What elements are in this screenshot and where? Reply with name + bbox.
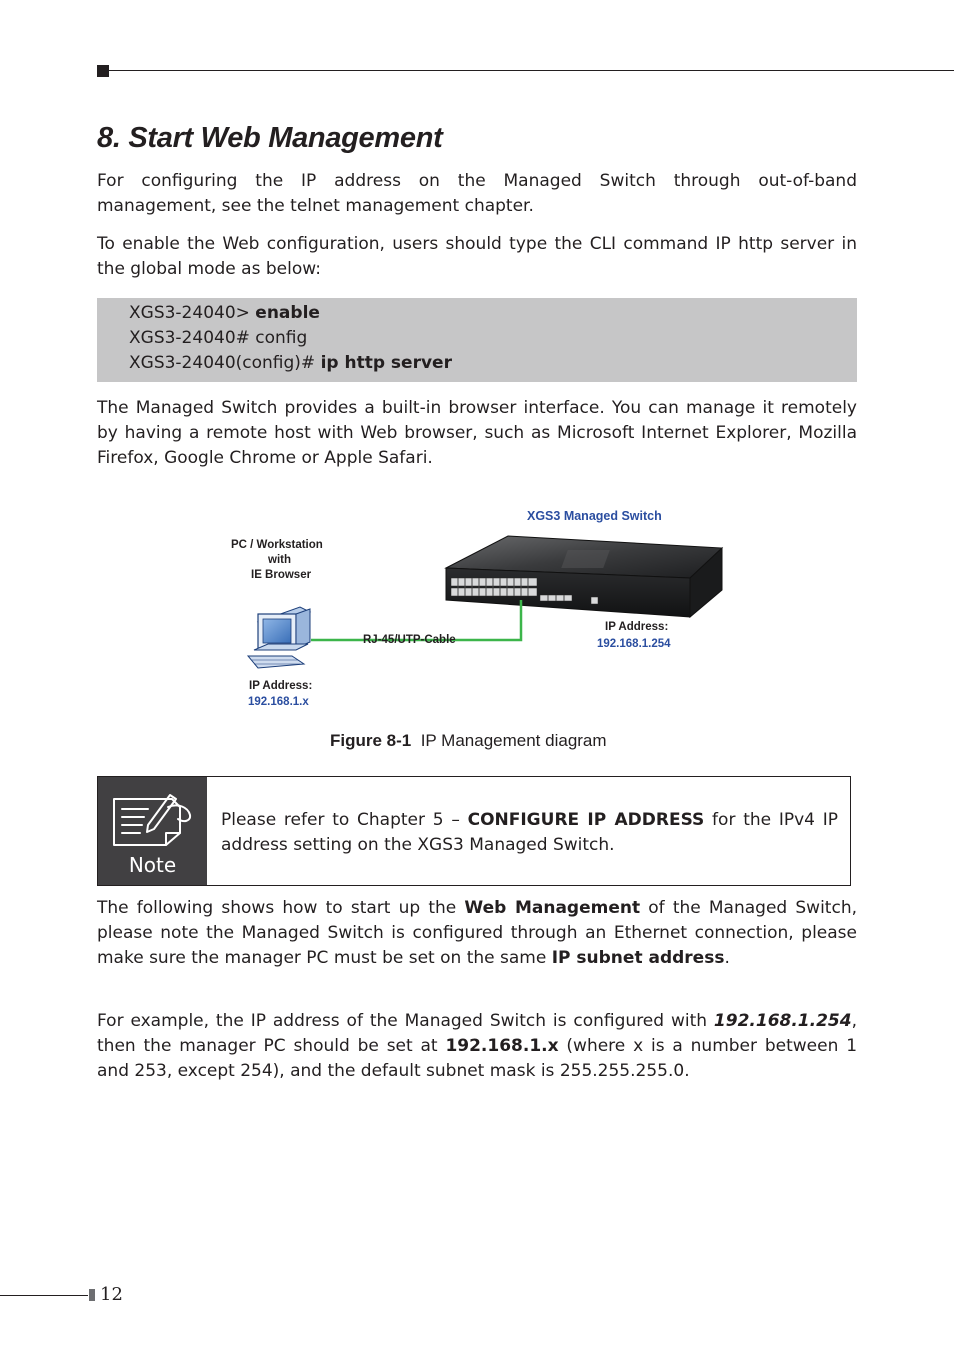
switch-ip-value: 192.168.1.254 <box>597 638 671 650</box>
web-para-text-3: . <box>724 948 730 968</box>
page-number: 12 <box>100 1284 123 1305</box>
example-paragraph <box>97 1009 857 1084</box>
figure-caption-text: IP Management diagram <box>420 731 607 750</box>
note-text-part-2: for the IPv4 IP address setting on the XGS3 Managed Switch. <box>221 810 839 855</box>
note-label: Note <box>128 853 177 877</box>
web-para-bold-2: IP subnet address <box>551 948 725 968</box>
web-para-text-2: of the Managed Switch, please note the Managed Switch is configured through an Ethernet connection, please make sure the manager PC must be set on the same <box>97 898 857 968</box>
cli-prompt-1: XGS3-24040> <box>129 303 256 323</box>
header-rule <box>109 70 954 71</box>
cable-label: RJ-45/UTP-Cable <box>363 634 456 646</box>
pc-ip-label: IP Address: <box>249 680 313 692</box>
note-pen-icon <box>98 777 207 857</box>
cli-line-1 <box>129 301 320 326</box>
web-para-text-1: The following shows how to start up the <box>97 898 465 918</box>
example-bold-ip: 192.168.1.x <box>445 1036 559 1056</box>
header-square-marker <box>97 65 109 77</box>
intro-paragraph-1: For configuring the IP address on the Managed Switch through out-of-band management, see the telnet management chapter. <box>97 171 857 216</box>
switch-title-label: XGS3 Managed Switch <box>527 509 662 523</box>
cli-command-ip-http-server: ip http server <box>320 353 452 373</box>
example-bold-italic-ip: 192.168.1.254 <box>713 1011 852 1031</box>
browser-paragraph: The Managed Switch provides a built-in browser interface. You can manage it remotely by having a remote host with Web browser, such as Microsoft Internet Explorer, Mozilla Firefox, Google Chrome or Apple Safari. <box>97 398 857 468</box>
example-text-1: For example, the IP address of the Managed Switch is configured with <box>97 1011 714 1031</box>
cli-command-enable: enable <box>255 303 320 323</box>
switch-device-icon <box>446 536 722 617</box>
pc-ip-value: 192.168.1.x <box>248 696 309 708</box>
example-text-3: (where x is a number between 1 and 253, except 254), and the default subnet mask is 255.255.255.0. <box>97 1036 858 1081</box>
example-text-2: , then the manager PC should be set at <box>97 1011 857 1056</box>
switch-ip-label: IP Address: <box>605 621 669 633</box>
figure-caption <box>330 731 607 751</box>
cli-prompt-2: XGS3-24040# config <box>129 328 308 348</box>
note-sidebar <box>98 777 207 885</box>
note-box <box>97 776 851 886</box>
web-management-paragraph <box>97 896 857 971</box>
footer-marker <box>89 1289 95 1301</box>
cli-line-3 <box>129 351 452 376</box>
computer-icon <box>248 607 310 668</box>
note-text-part-1: Please refer to Chapter 5 – <box>221 810 468 830</box>
section-heading: 8. Start Web Management <box>97 122 443 154</box>
note-text <box>221 808 838 858</box>
note-text-bold: CONFIGURE IP ADDRESS <box>467 810 705 830</box>
intro-paragraph-2: To enable the Web configuration, users should type the CLI command IP http server in the global mode as below: <box>97 234 857 279</box>
pc-title-line-1: PC / Workstation <box>231 539 323 551</box>
footer-rule <box>0 1295 88 1296</box>
cli-prompt-3: XGS3-24040(config)# <box>129 353 321 373</box>
figure-caption-number: Figure 8-1 <box>330 731 412 750</box>
web-para-bold-1: Web Management <box>464 898 641 918</box>
cli-line-2 <box>129 326 307 351</box>
cli-code-block <box>97 298 857 382</box>
pc-title-line-3: IE Browser <box>251 569 312 581</box>
pc-title-line-2: with <box>268 554 291 566</box>
